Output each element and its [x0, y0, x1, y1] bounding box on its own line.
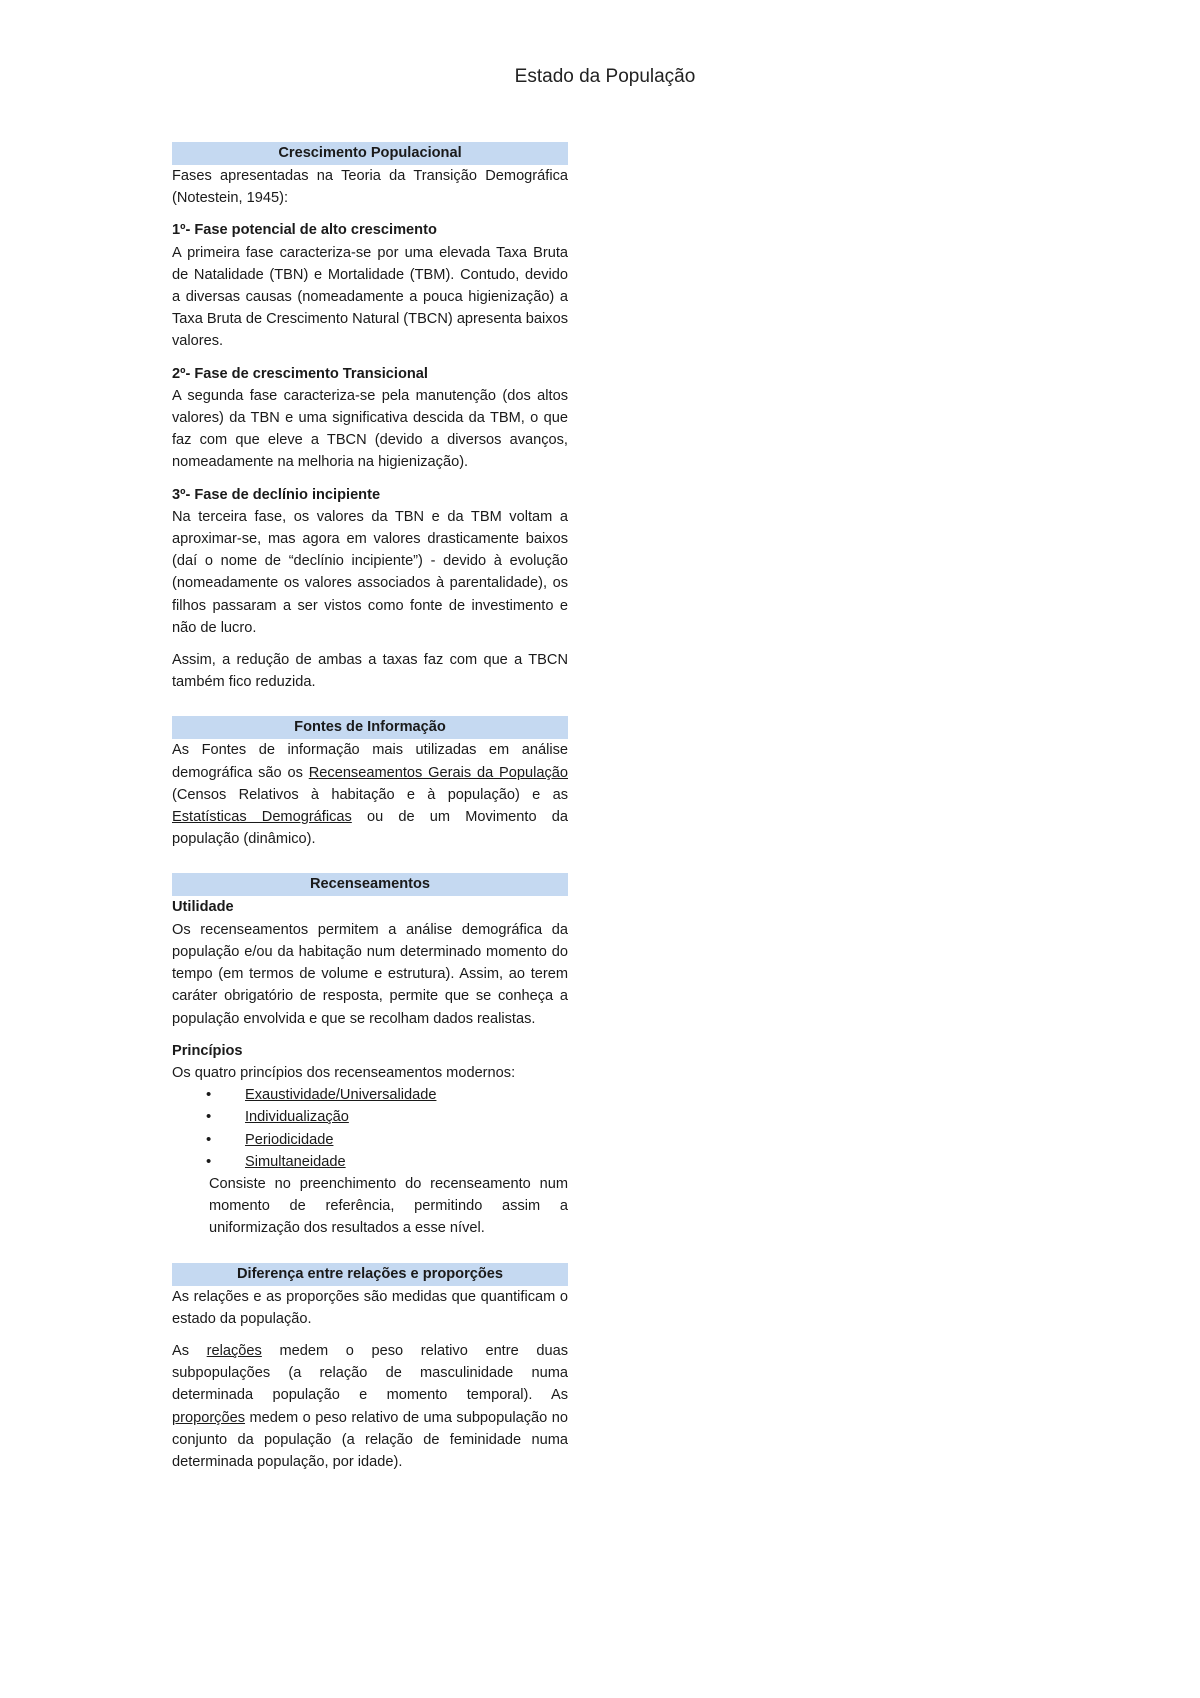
- principios-list: [172, 1084, 568, 1173]
- fontes-link-recenseamentos: Recenseamentos Gerais da População: [308, 764, 568, 781]
- phase2-text: A segunda fase caracteriza-se pela manutenção (dos altos valores) da TBN e uma significativa descida da TBM, o que faz com que eleve a TBCN (devido a diversos avanços, nomeadamente na melhoria na higienização).: [172, 387, 568, 471]
- principios-title: Princípios: [172, 1042, 243, 1059]
- crescimento-intro: Fases apresentadas na Teoria da Transição Demográfica (Notestein, 1945):: [172, 168, 568, 207]
- fontes-text-end: ou de um Movimento da população (dinâmico).: [172, 809, 568, 848]
- list-item: [172, 1106, 568, 1128]
- list-item: [172, 1084, 568, 1106]
- section-header-recenseamentos: Recenseamentos: [172, 873, 568, 896]
- principio-label: Periodicidade: [245, 1131, 334, 1148]
- utilidade-title: Utilidade: [172, 899, 234, 916]
- section-header-diferenca: Diferença entre relações e proporções: [172, 1263, 568, 1286]
- diferenca-intro: As relações e as proporções são medidas que quantificam o estado da população.: [172, 1288, 568, 1327]
- principio-label: Exaustividade/Universalidade: [245, 1087, 437, 1104]
- crescimento-conclusion: Assim, a redução de ambas a taxas faz com que a TBCN também fico reduzida.: [172, 652, 568, 691]
- diferenca-text-start: As: [172, 1342, 207, 1359]
- page-title: Estado da População: [514, 66, 696, 87]
- phase3-title: 3º- Fase de declínio incipiente: [172, 486, 381, 503]
- list-item: [172, 1151, 568, 1173]
- diferenca-text-end: medem o peso relativo de uma subpopulação no conjunto da população (a relação de feminidade numa determinada população, por idade).: [172, 1409, 568, 1470]
- term-proporcoes: proporções: [172, 1409, 246, 1426]
- fontes-text-mid: (Censos Relativos à habitação e à população) e as: [172, 786, 568, 803]
- list-item: [172, 1129, 568, 1151]
- principio-label: Individualização: [245, 1109, 349, 1126]
- fontes-text: [172, 739, 568, 850]
- term-relacoes: relações: [206, 1342, 262, 1359]
- utilidade-text: Os recenseamentos permitem a análise demográfica da população e/ou da habitação num determinado momento do tempo (em termos de volume e estrutura). Assim, ao terem caráter obrigatório de resposta, permite que se conheça a população envolvida e que se recolham dados realistas.: [172, 921, 568, 1027]
- simultaneidade-text: Consiste no preenchimento do recenseamento num momento de referência, permitindo assim a uniformização dos resultados a esse nível.: [209, 1175, 568, 1237]
- phase1-title: 1º- Fase potencial de alto crescimento: [172, 222, 437, 239]
- section-header-crescimento: Crescimento Populacional: [172, 142, 568, 165]
- diferenca-text: [172, 1340, 568, 1473]
- phase2-title: 2º- Fase de crescimento Transicional: [172, 365, 428, 382]
- principio-label: Simultaneidade: [245, 1153, 346, 1170]
- diferenca-text-mid: medem o peso relativo entre duas subpopulações (a relação de masculinidade numa determinada população e momento temporal). As: [172, 1342, 568, 1404]
- phase3-text: Na terceira fase, os valores da TBN e da TBM voltam a aproximar-se, mas agora em valores drasticamente baixos (daí o nome de “declínio incipiente”) - devido à evolução (nomeadamente os valores associados à parentalidade), os filhos passaram a ser vistos como fonte de investimento e não de lucro.: [172, 508, 568, 636]
- fontes-text-start: As Fontes de informação mais utilizadas em análise demográfica são os: [172, 742, 568, 781]
- principios-intro: Os quatro princípios dos recenseamentos modernos:: [172, 1064, 516, 1081]
- fontes-link-estatisticas: Estatísticas Demográficas: [172, 809, 352, 826]
- document-column: [172, 142, 568, 1473]
- section-header-fontes: Fontes de Informação: [172, 716, 568, 739]
- phase1-text: A primeira fase caracteriza-se por uma elevada Taxa Bruta de Natalidade (TBN) e Mortalidade (TBM). Contudo, devido a diversas causas (nomeadamente a pouca higienização) a Taxa Bruta de Crescimento Natural (TBCN) apresenta baixos valores.: [172, 244, 568, 350]
